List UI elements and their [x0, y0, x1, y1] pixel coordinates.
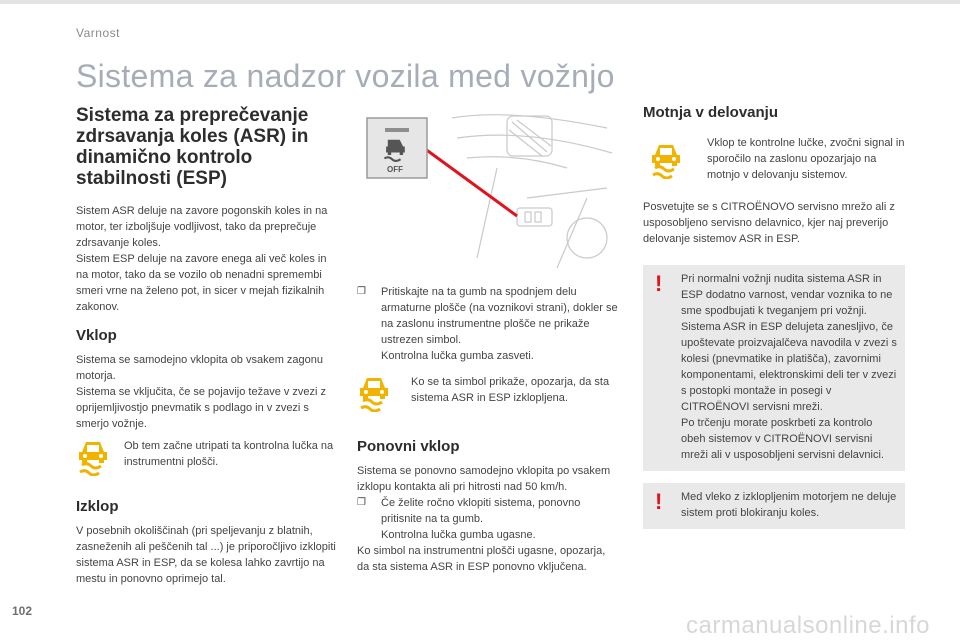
reactivate-instruction-text: Če želite ročno vklopiti sistema, ponovno pritisnite na ta gumb. [381, 497, 581, 525]
safety-note-line-2: Sistema ASR in ESP delujeta zanesljivo, če upoštevate proizvajalčeva navodila v zvezi s kolesi (pnevmatike in platišča), zavornimi komponentami, elektronskimi deli ter v zvezi s postopki montaže in posegi v CITROËNOVI servisni mreži. [681, 321, 897, 413]
vklop-paragraph-1: Sistema se samodejno vklopita ob vsakem zagonu motorja. [76, 354, 324, 382]
towing-note-text: Med vleko z izklopljenim motorjem ne deluje sistem proti blokiranju koles. [681, 491, 897, 519]
off-button-label: OFF [387, 165, 403, 174]
esp-warning-icon [76, 438, 110, 476]
safety-note-line-1: Pri normalni vožnji nudita sistema ASR in ESP dodatno varnost, vendar voznika to ne sme spodbujati k tveganjem pri vožnji. [681, 273, 893, 317]
section-label: Varnost [76, 26, 120, 40]
dashboard-illustration [357, 108, 619, 268]
left-column [76, 105, 336, 587]
page-number: 102 [12, 604, 33, 618]
service-advice: Posvetujte se s CITROËNOVO servisno mrežo ali z usposobljeno servisno delavnico, kjer naj preverijo delovanje sistemov ASR in ESP. [643, 201, 895, 245]
izklop-paragraph: V posebnih okoliščinah (pri speljevanju z blatnih, zasneženih ali peščenih tal ...) je priporočljivo izklopiti sistema ASR in ESP, da se kolesa lahko zavrtijo na mestu in ponovno oprimejo tal. [76, 525, 336, 585]
towing-note-box [643, 483, 905, 529]
asr-esp-heading: Sistema za preprečevanje zdrsavanja koles (ASR) in dinamično kontrolo stabilnosti (ESP) [76, 105, 309, 189]
intro-paragraph-2: Sistem ESP deluje na zavore enega ali več koles in na motor, tako da se vozilo ob nenadni spremembi smeri vrne na želeno pot, in sicer v mejah fizikalnih zakonov. [76, 253, 327, 313]
deactivate-instruction [357, 284, 619, 364]
reactivate-followup: Kontrolna lučka gumba ugasne. [381, 529, 536, 541]
reactivate-instruction [357, 495, 619, 543]
warning-exclamation-icon: ! [655, 271, 663, 296]
watermark: carmanualsonline.info [686, 612, 930, 639]
motnja-heading: Motnja v delovanju [643, 104, 779, 121]
middle-column [357, 284, 619, 575]
off-symbol-note [357, 374, 619, 412]
bullet-icon: ❐ [357, 286, 366, 297]
deactivate-instruction-text: Pritiskajte na ta gumb na spodnjem delu armaturne plošče (na voznikovi strani), dokler se na zaslonu instrumentne plošče ne prikaže ustrezen simbol. [381, 286, 618, 346]
intro-paragraph-1: Sistem ASR deluje na zavore pogonskih koles in na motor, ter izboljšuje vodljivost, tako da preprečuje zdrsavanje koles. [76, 205, 328, 249]
malfunction-note [643, 135, 905, 183]
ponovni-closing: Ko simbol na instrumentni plošči ugasne, opozarja, da sta sistema ASR in ESP ponovno vključena. [357, 545, 606, 573]
vklop-heading: Vklop [76, 327, 117, 344]
esp-malfunction-icon [649, 141, 683, 179]
malfunction-note-text: Vklop te kontrolne lučke, zvočni signal in sporočilo na zaslonu opozarjajo na motnjo v delovanju sistemov. [707, 137, 905, 181]
top-rule [0, 0, 960, 4]
safety-note-line-3: Po trčenju morate poskrbeti za kontrolo obeh sistemov v CITROËNOVI servisni mreži ali v usposobljeni servisni delavnici. [681, 417, 884, 461]
off-symbol-note-text: Ko se ta simbol prikaže, opozarja, da sta sistema ASR in ESP izklopljena. [411, 376, 610, 404]
bullet-icon: ❐ [357, 497, 366, 508]
safety-note-box [643, 265, 905, 471]
deactivate-followup: Kontrolna lučka gumba zasveti. [381, 350, 534, 362]
vklop-icon-note [76, 438, 336, 476]
vklop-icon-note-text: Ob tem začne utripati ta kontrolna lučka na instrumentni plošči. [124, 440, 334, 468]
warning-exclamation-icon: ! [655, 489, 663, 514]
ponovni-vklop-heading: Ponovni vklop [357, 438, 460, 455]
vklop-paragraph-2: Sistema se vključita, če se pojavijo težave v zvezi z oprijemljivostjo pnevmatik s podlago in v zvezi s smerjo vožnje. [76, 386, 327, 430]
ponovni-paragraph: Sistema se ponovno samodejno vklopita po vsakem izklopu kontakta ali pri hitrosti nad 50 km/h. [357, 465, 611, 493]
right-column [643, 104, 905, 529]
izklop-heading: Izklop [76, 498, 119, 515]
esp-off-warning-icon [357, 374, 391, 412]
page-title: Sistema za nadzor vozila med vožnjo [76, 58, 615, 94]
